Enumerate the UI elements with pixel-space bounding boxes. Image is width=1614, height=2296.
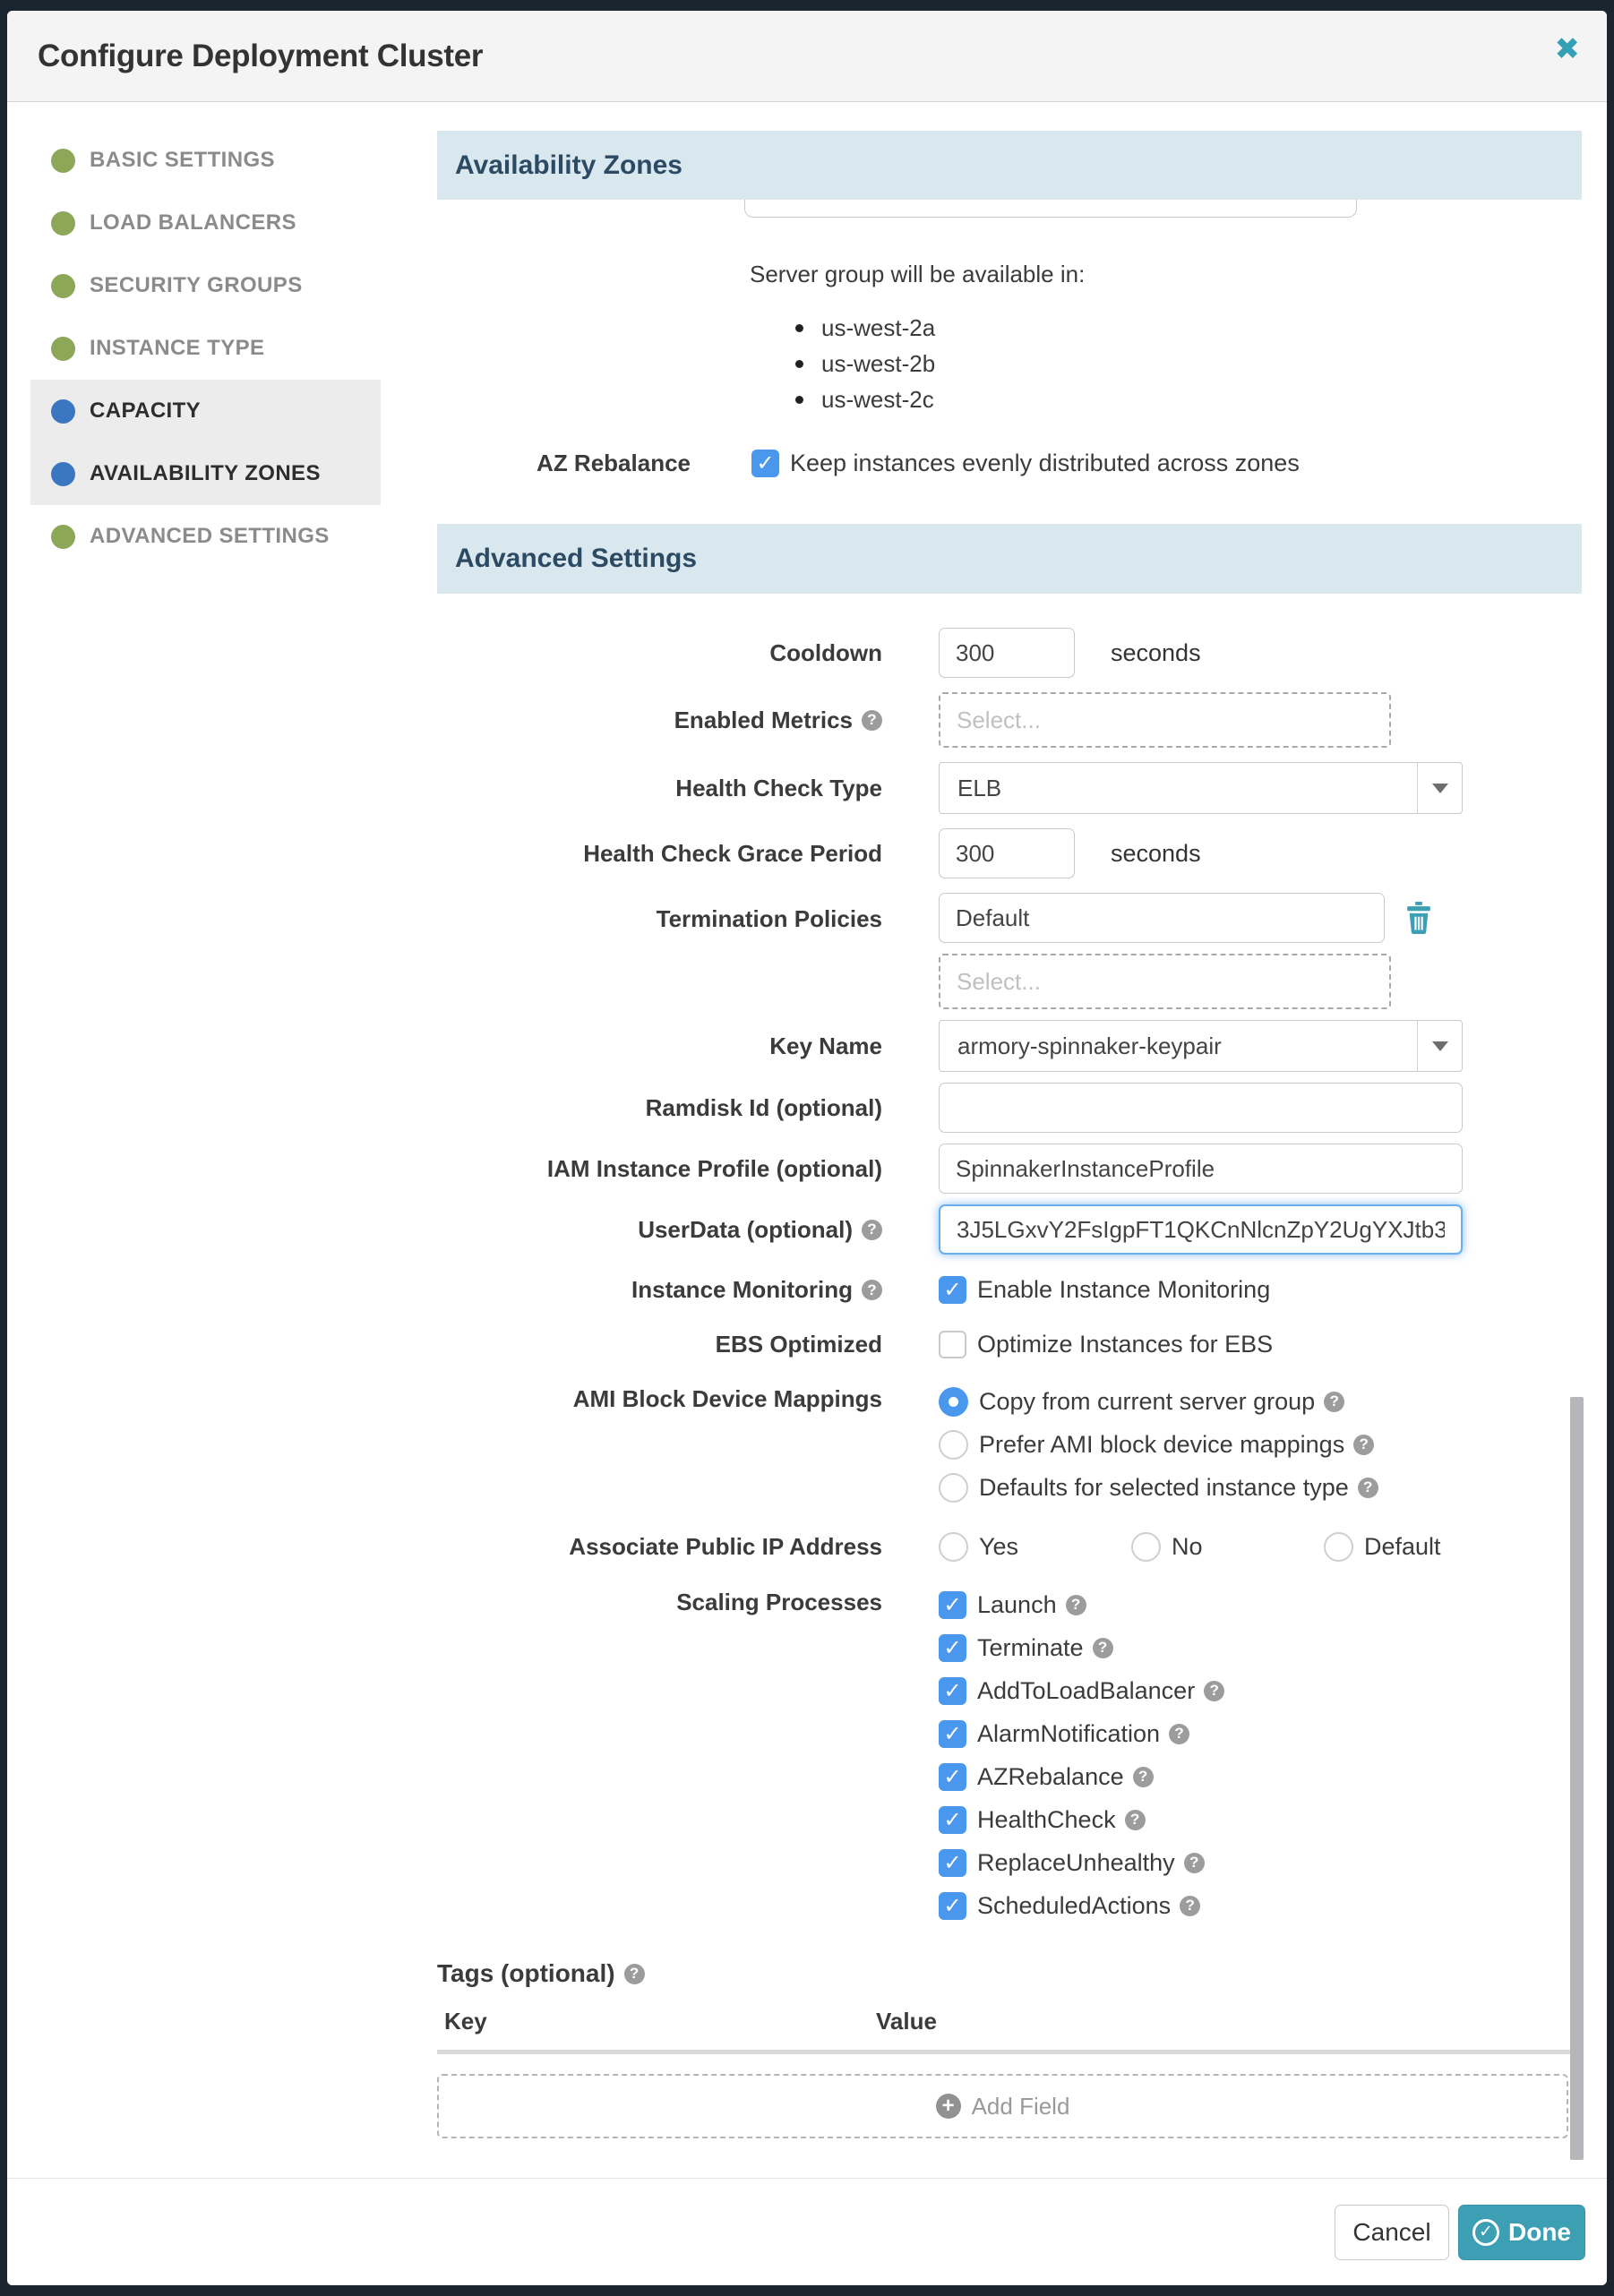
help-icon[interactable]: ? <box>1066 1595 1086 1615</box>
help-icon[interactable]: ? <box>624 1964 645 1984</box>
radio-option-label: Yes <box>979 1533 1019 1560</box>
checkbox-option-label: AddToLoadBalancer <box>977 1676 1196 1704</box>
plus-icon: + <box>936 2094 961 2119</box>
step-complete-dot <box>51 337 75 361</box>
sidebar-item-label: ADVANCED SETTINGS <box>90 524 330 548</box>
modal-header <box>7 11 1607 102</box>
radio-option-label: Prefer AMI block device mappings <box>979 1430 1345 1458</box>
scaling-processes-label: Scaling Processes <box>676 1589 882 1615</box>
check-circle-icon: ✓ <box>1472 2219 1499 2246</box>
key-name-select[interactable] <box>939 1020 1463 1072</box>
iam-instance-profile-input[interactable] <box>939 1144 1463 1194</box>
associate-public-ip-row <box>437 1532 1582 1562</box>
zone-list-item: us-west-2a <box>795 310 1582 346</box>
termination-policies-row <box>437 893 1582 1009</box>
help-icon[interactable]: ? <box>1358 1478 1378 1498</box>
sidebar-item-basic-settings[interactable] <box>30 129 381 192</box>
user-data-input[interactable] <box>939 1204 1463 1255</box>
ramdisk-id-input[interactable] <box>939 1083 1463 1133</box>
tags-header-divider <box>437 2050 1575 2054</box>
sidebar-item-capacity[interactable] <box>30 380 381 442</box>
health-check-type-row <box>437 762 1582 814</box>
health-check-grace-period-row <box>437 828 1582 878</box>
az-rebalance-option-label: Keep instances evenly distributed across zones <box>790 450 1300 476</box>
sidebar-item-load-balancers[interactable] <box>30 192 381 254</box>
checkbox-option-label: AZRebalance <box>977 1762 1124 1790</box>
sidebar-item-label: CAPACITY <box>90 398 202 423</box>
current-steps-highlight <box>30 380 381 505</box>
tags-label: Tags (optional) <box>437 1959 615 1987</box>
key-name-label: Key Name <box>769 1032 882 1059</box>
radio-option-label: Copy from current server group <box>979 1387 1316 1415</box>
sidebar-item-label: LOAD BALANCERS <box>90 210 296 235</box>
ami-prefer-radio[interactable] <box>939 1430 968 1460</box>
tags-key-header: Key <box>444 2008 487 2035</box>
zone-select-partial[interactable] <box>744 200 1357 218</box>
help-icon[interactable]: ? <box>1184 1853 1205 1873</box>
help-icon[interactable]: ? <box>862 1280 882 1300</box>
help-icon[interactable]: ? <box>1133 1767 1154 1787</box>
termination-policy-input[interactable] <box>939 893 1385 943</box>
chevron-down-icon <box>1417 1021 1462 1071</box>
scaling-processes-row <box>437 1587 1582 1923</box>
help-icon[interactable]: ? <box>862 1220 882 1240</box>
help-icon[interactable]: ? <box>1125 1810 1146 1830</box>
cooldown-unit: seconds <box>1111 638 1201 666</box>
enabled-metrics-select[interactable] <box>939 692 1391 748</box>
help-icon[interactable]: ? <box>862 710 882 731</box>
select-value: armory-spinnaker-keypair <box>957 1032 1222 1059</box>
az-rebalance-row <box>437 450 1582 477</box>
az-rebalance-label: AZ Rebalance <box>537 450 691 476</box>
step-complete-dot <box>51 211 75 236</box>
help-icon[interactable]: ? <box>1093 1638 1113 1658</box>
cooldown-input[interactable] <box>939 628 1075 678</box>
ami-defaults-radio[interactable] <box>939 1473 968 1503</box>
ramdisk-id-label: Ramdisk Id (optional) <box>645 1093 882 1121</box>
modal-scrollbar[interactable] <box>1570 1397 1584 2160</box>
select-value: ELB <box>957 774 1002 801</box>
modal-footer <box>7 2178 1607 2285</box>
ebs-optimized-label: EBS Optimized <box>715 1331 882 1358</box>
checkbox-option-label: Launch <box>977 1590 1057 1618</box>
sidebar-item-advanced-settings[interactable] <box>30 505 381 568</box>
health-check-type-select[interactable] <box>939 762 1463 814</box>
help-icon[interactable]: ? <box>1169 1724 1189 1744</box>
step-current-dot <box>51 462 75 486</box>
sidebar-item-security-groups[interactable] <box>30 254 381 317</box>
scaling-alarmnotification-checkbox[interactable]: ✓ <box>939 1720 966 1748</box>
availability-zones-section-header <box>437 131 1582 200</box>
checkbox-option-label: ReplaceUnhealthy <box>977 1848 1175 1876</box>
public-ip-yes-radio[interactable] <box>939 1532 968 1562</box>
instance-monitoring-row <box>437 1276 1582 1304</box>
associate-public-ip-label: Associate Public IP Address <box>569 1533 882 1560</box>
help-icon[interactable]: ? <box>1324 1392 1344 1412</box>
instance-monitoring-option-label: Enable Instance Monitoring <box>977 1276 1271 1303</box>
termination-policies-select[interactable] <box>939 954 1391 1009</box>
iam-instance-profile-label: IAM Instance Profile (optional) <box>546 1154 882 1182</box>
configure-deployment-cluster-modal <box>7 11 1607 2285</box>
ami-block-device-mappings-row <box>437 1384 1582 1505</box>
scaling-launch-checkbox[interactable]: ✓ <box>939 1591 966 1619</box>
enabled-metrics-row <box>437 692 1582 748</box>
ebs-optimized-option-label: Optimize Instances for EBS <box>977 1331 1274 1358</box>
ebs-optimized-row <box>437 1331 1582 1358</box>
modal-title: Configure Deployment Cluster <box>38 38 484 73</box>
done-button[interactable] <box>1458 2205 1585 2260</box>
cooldown-row <box>437 628 1582 678</box>
section-title: Advanced Settings <box>455 544 698 573</box>
public-ip-no-radio[interactable] <box>1131 1532 1161 1562</box>
ami-mappings-label: AMI Block Device Mappings <box>572 1385 882 1412</box>
sidebar-item-label: INSTANCE TYPE <box>90 336 265 360</box>
wizard-steps-sidebar <box>30 129 381 568</box>
health-check-grace-period-label: Health Check Grace Period <box>583 839 882 867</box>
zone-list <box>795 310 1582 417</box>
zone-list-item: us-west-2c <box>795 381 1582 417</box>
scaling-scheduledactions-checkbox[interactable]: ✓ <box>939 1892 966 1920</box>
sidebar-item-label: BASIC SETTINGS <box>90 148 275 172</box>
scaling-replaceunhealthy-checkbox[interactable]: ✓ <box>939 1849 966 1877</box>
modal-content <box>437 131 1582 2138</box>
sidebar-item-instance-type[interactable] <box>30 317 381 380</box>
server-group-availability-text: Server group will be available in: <box>750 261 1086 287</box>
radio-option-label: No <box>1172 1533 1203 1560</box>
select-placeholder: Select... <box>957 706 1041 733</box>
ami-copy-radio[interactable] <box>939 1387 968 1417</box>
step-complete-dot <box>51 525 75 549</box>
key-name-row <box>437 1020 1582 1072</box>
checkbox-option-label: AlarmNotification <box>977 1719 1161 1747</box>
sidebar-item-label: SECURITY GROUPS <box>90 273 303 297</box>
done-button-label: Done <box>1508 2217 1571 2246</box>
step-complete-dot <box>51 149 75 173</box>
chevron-down-icon <box>1417 763 1462 813</box>
tags-section-header <box>437 1959 1582 1988</box>
step-current-dot <box>51 399 75 424</box>
health-check-grace-period-input[interactable] <box>939 828 1075 878</box>
iam-instance-profile-row <box>437 1144 1582 1194</box>
trash-icon[interactable] <box>1404 902 1433 934</box>
instance-monitoring-checkbox[interactable]: ✓ <box>939 1276 966 1304</box>
radio-option-label: Defaults for selected instance type <box>979 1473 1349 1501</box>
user-data-row <box>437 1204 1582 1255</box>
sidebar-item-label: AVAILABILITY ZONES <box>90 461 321 485</box>
add-field-button[interactable] <box>437 2074 1568 2138</box>
public-ip-default-radio[interactable] <box>1324 1532 1353 1562</box>
enabled-metrics-label: Enabled Metrics ? <box>437 707 882 734</box>
radio-option-label: Default <box>1364 1533 1441 1560</box>
help-icon[interactable]: ? <box>1204 1681 1224 1701</box>
instance-monitoring-label: Instance Monitoring ? <box>437 1276 882 1304</box>
ebs-optimized-checkbox[interactable] <box>939 1331 966 1358</box>
checkbox-option-label: Terminate <box>977 1633 1084 1661</box>
help-icon[interactable]: ? <box>1180 1896 1200 1916</box>
checkbox-option-label: ScheduledActions <box>977 1891 1172 1919</box>
sidebar-item-availability-zones[interactable] <box>30 442 381 505</box>
section-title: Availability Zones <box>455 150 683 180</box>
scaling-azrebalance-checkbox[interactable]: ✓ <box>939 1763 966 1791</box>
grace-period-unit: seconds <box>1111 839 1201 867</box>
scaling-addtoloadbalancer-checkbox[interactable]: ✓ <box>939 1677 966 1705</box>
scaling-terminate-checkbox[interactable]: ✓ <box>939 1634 966 1662</box>
cancel-button[interactable]: Cancel <box>1335 2205 1449 2260</box>
help-icon[interactable]: ? <box>1353 1435 1374 1455</box>
ramdisk-id-row <box>437 1083 1582 1133</box>
scaling-healthcheck-checkbox[interactable]: ✓ <box>939 1806 966 1834</box>
health-check-type-label: Health Check Type <box>675 774 882 801</box>
checkbox-option-label: HealthCheck <box>977 1805 1116 1833</box>
az-rebalance-checkbox[interactable]: ✓ <box>751 450 779 477</box>
close-icon[interactable]: ✖ <box>1554 32 1580 66</box>
tags-value-header: Value <box>876 2008 937 2035</box>
user-data-label: UserData (optional) ? <box>437 1216 882 1244</box>
step-complete-dot <box>51 274 75 298</box>
zone-list-item: us-west-2b <box>795 346 1582 381</box>
cooldown-label: Cooldown <box>769 638 882 666</box>
tags-table-header <box>437 2008 1582 2035</box>
select-placeholder: Select... <box>957 967 1041 995</box>
termination-policies-label: Termination Policies <box>656 905 882 932</box>
advanced-settings-section-header <box>437 524 1582 594</box>
add-field-label: Add Field <box>971 2092 1070 2120</box>
